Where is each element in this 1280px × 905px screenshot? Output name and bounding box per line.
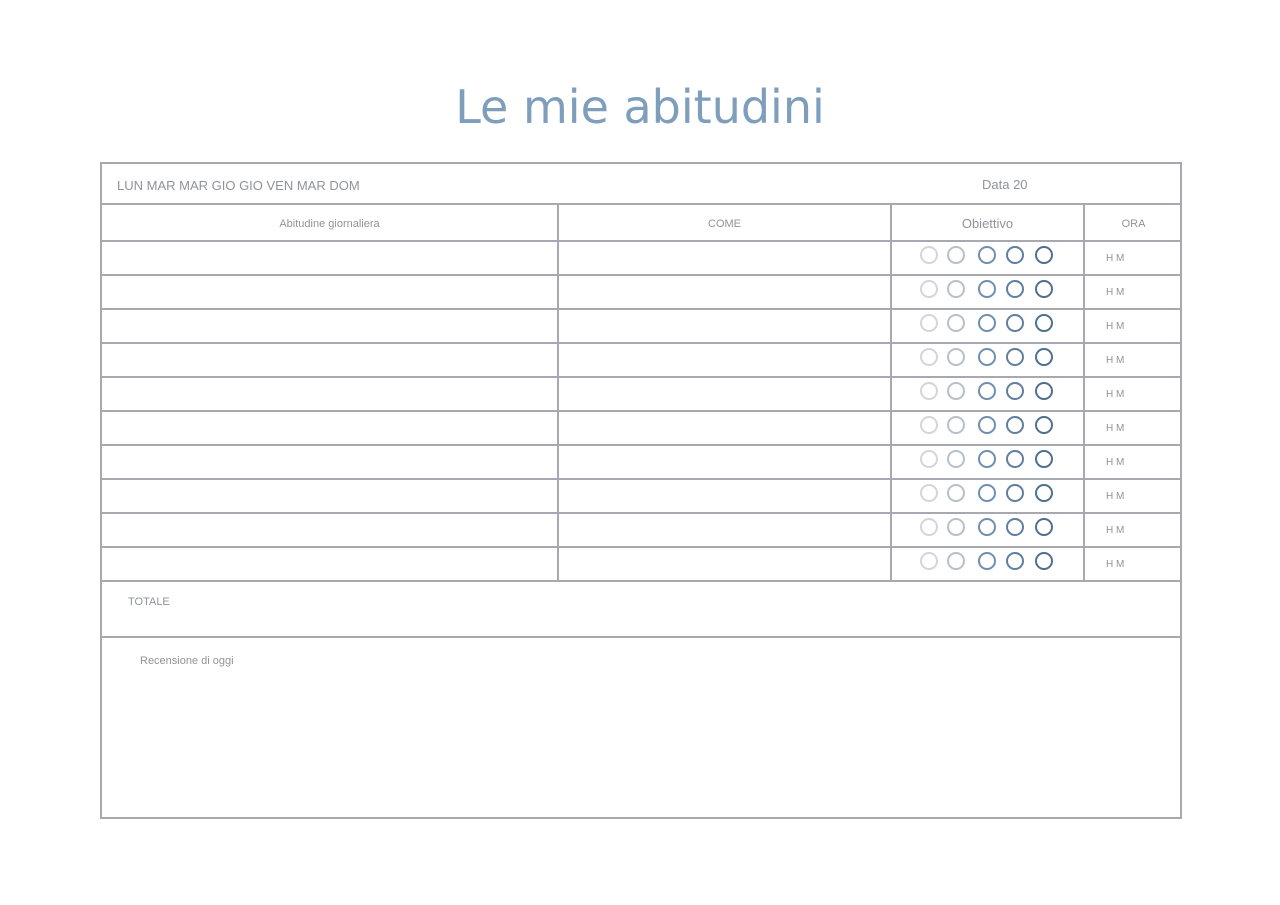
table-row [102, 514, 1182, 548]
goal-circle-checkbox[interactable] [1006, 382, 1024, 400]
time-hm-label: H M [1106, 457, 1125, 468]
habit-table [102, 205, 1182, 582]
goal-circle-checkbox[interactable] [978, 552, 996, 570]
goal-cell [892, 344, 1085, 376]
how-cell[interactable] [559, 514, 892, 546]
habit-cell[interactable] [102, 378, 559, 410]
goal-circle-checkbox[interactable] [1035, 518, 1053, 536]
page-title: Le mie abitudini [455, 80, 825, 134]
goal-circle-checkbox[interactable] [1006, 280, 1024, 298]
goal-cell [892, 480, 1085, 512]
goal-circle-checkbox[interactable] [1006, 416, 1024, 434]
goal-cell [892, 548, 1085, 580]
header-goal-cell [892, 205, 1085, 240]
table-row [102, 310, 1182, 344]
table-row [102, 242, 1182, 276]
time-cell [1085, 446, 1182, 478]
time-hm-label: H M [1106, 355, 1125, 366]
goal-circle-checkbox[interactable] [978, 280, 996, 298]
time-cell [1085, 548, 1182, 580]
date-label: Data 20 [982, 177, 1028, 192]
goal-circle-checkbox[interactable] [947, 450, 965, 468]
table-row [102, 548, 1182, 582]
how-cell[interactable] [559, 446, 892, 478]
time-hm-label: H M [1106, 253, 1125, 264]
time-cell [1085, 310, 1182, 342]
goal-cell [892, 378, 1085, 410]
header-time-cell [1085, 205, 1182, 240]
goal-circle-checkbox[interactable] [920, 484, 938, 502]
goal-circle-checkbox[interactable] [947, 246, 965, 264]
how-cell[interactable] [559, 344, 892, 376]
goal-circle-checkbox[interactable] [1006, 518, 1024, 536]
time-cell [1085, 480, 1182, 512]
time-cell [1085, 514, 1182, 546]
time-hm-label: H M [1106, 389, 1125, 400]
goal-circle-checkbox[interactable] [1035, 552, 1053, 570]
goal-circle-checkbox[interactable] [1035, 450, 1053, 468]
how-cell[interactable] [559, 412, 892, 444]
habit-cell[interactable] [102, 514, 559, 546]
goal-circle-checkbox[interactable] [920, 450, 938, 468]
how-cell[interactable] [559, 480, 892, 512]
habit-cell[interactable] [102, 446, 559, 478]
goal-circle-checkbox[interactable] [1006, 450, 1024, 468]
goal-cell [892, 242, 1085, 274]
time-cell [1085, 378, 1182, 410]
goal-circle-checkbox[interactable] [947, 348, 965, 366]
time-hm-label: H M [1106, 423, 1125, 434]
goal-circle-checkbox[interactable] [1006, 314, 1024, 332]
time-hm-label: H M [1106, 525, 1125, 536]
how-cell[interactable] [559, 242, 892, 274]
goal-cell [892, 412, 1085, 444]
habit-tracker-sheet [100, 162, 1182, 819]
goal-circle-checkbox[interactable] [947, 518, 965, 536]
habit-cell[interactable] [102, 276, 559, 308]
goal-circle-checkbox[interactable] [978, 518, 996, 536]
header-time: ORA [1121, 218, 1146, 230]
goal-circle-checkbox[interactable] [947, 280, 965, 298]
goal-circle-checkbox[interactable] [1006, 552, 1024, 570]
goal-circle-checkbox[interactable] [920, 518, 938, 536]
time-hm-label: H M [1106, 559, 1125, 570]
goal-circle-checkbox[interactable] [978, 314, 996, 332]
table-row [102, 378, 1182, 412]
goal-circle-checkbox[interactable] [1006, 246, 1024, 264]
goal-circle-checkbox[interactable] [920, 348, 938, 366]
weekday-labels: LUN MAR MAR GIO GIO VEN MAR DOM [117, 178, 360, 193]
goal-cell [892, 446, 1085, 478]
table-row [102, 276, 1182, 310]
goal-circle-checkbox[interactable] [1035, 348, 1053, 366]
goal-circle-checkbox[interactable] [978, 246, 996, 264]
goal-circle-checkbox[interactable] [920, 280, 938, 298]
habit-cell[interactable] [102, 344, 559, 376]
how-cell[interactable] [559, 378, 892, 410]
time-cell [1085, 412, 1182, 444]
total-label: TOTALE [128, 596, 170, 608]
time-hm-label: H M [1106, 491, 1125, 502]
goal-circle-checkbox[interactable] [978, 348, 996, 366]
habit-cell[interactable] [102, 242, 559, 274]
habit-cell[interactable] [102, 548, 559, 580]
goal-circle-checkbox[interactable] [920, 552, 938, 570]
goal-circle-checkbox[interactable] [978, 450, 996, 468]
goal-circle-checkbox[interactable] [947, 382, 965, 400]
habit-cell[interactable] [102, 310, 559, 342]
week-date-bar [102, 164, 1182, 205]
header-how-cell [559, 205, 892, 240]
goal-circle-checkbox[interactable] [978, 382, 996, 400]
goal-circle-checkbox[interactable] [947, 416, 965, 434]
goal-circle-checkbox[interactable] [1006, 348, 1024, 366]
goal-circle-checkbox[interactable] [1035, 314, 1053, 332]
goal-circle-checkbox[interactable] [1035, 416, 1053, 434]
goal-circle-checkbox[interactable] [1035, 246, 1053, 264]
time-cell [1085, 242, 1182, 274]
table-row [102, 446, 1182, 480]
review-label: Recensione di oggi [140, 655, 234, 667]
goal-circle-checkbox[interactable] [1006, 484, 1024, 502]
header-how: COME [708, 218, 741, 230]
time-cell [1085, 276, 1182, 308]
goal-circle-checkbox[interactable] [947, 314, 965, 332]
goal-circle-checkbox[interactable] [947, 484, 965, 502]
how-cell[interactable] [559, 310, 892, 342]
time-hm-label: H M [1106, 287, 1125, 298]
goal-circle-checkbox[interactable] [1035, 484, 1053, 502]
goal-circle-checkbox[interactable] [920, 382, 938, 400]
goal-circle-checkbox[interactable] [947, 552, 965, 570]
goal-circle-checkbox[interactable] [1035, 280, 1053, 298]
goal-circle-checkbox[interactable] [978, 484, 996, 502]
goal-cell [892, 310, 1085, 342]
table-row [102, 480, 1182, 514]
table-row [102, 412, 1182, 446]
goal-circle-checkbox[interactable] [1035, 382, 1053, 400]
total-row [102, 584, 1182, 638]
how-cell[interactable] [559, 548, 892, 580]
header-habit-cell [102, 205, 559, 240]
goal-circle-checkbox[interactable] [920, 246, 938, 264]
time-cell [1085, 344, 1182, 376]
goal-circle-checkbox[interactable] [978, 416, 996, 434]
header-habit: Abitudine giornaliera [279, 218, 380, 230]
habit-cell[interactable] [102, 412, 559, 444]
time-hm-label: H M [1106, 321, 1125, 332]
table-row [102, 344, 1182, 378]
goal-circle-checkbox[interactable] [920, 416, 938, 434]
goal-circle-checkbox[interactable] [920, 314, 938, 332]
header-goal: Obiettivo [961, 216, 1014, 231]
goal-cell [892, 276, 1085, 308]
habit-cell[interactable] [102, 480, 559, 512]
how-cell[interactable] [559, 276, 892, 308]
table-header-row [102, 205, 1182, 242]
goal-cell [892, 514, 1085, 546]
